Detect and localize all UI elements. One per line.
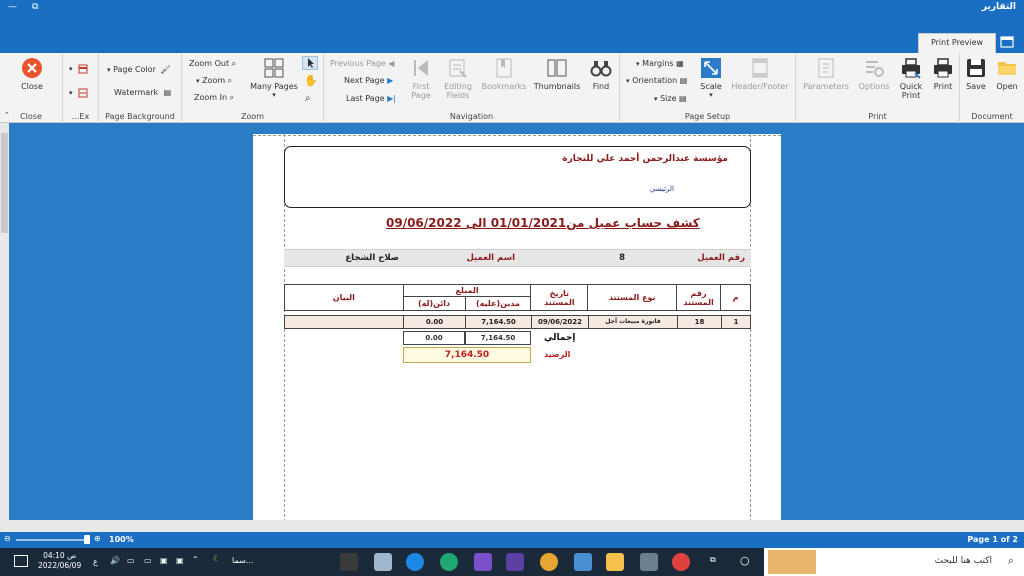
many-pages-label: Many Pages xyxy=(250,82,298,91)
group-label-close: Close xyxy=(20,112,42,121)
header-doc-type: نوع المستند xyxy=(588,285,677,311)
clock-date: 2022/06/09 xyxy=(38,561,82,570)
pointer-tool-icon[interactable] xyxy=(302,56,318,70)
language-indicator[interactable]: ع xyxy=(93,557,98,566)
tray-app-icon[interactable]: ▣ xyxy=(176,556,184,565)
editing-fields-button[interactable] xyxy=(438,57,478,100)
group-label-print: Print xyxy=(868,112,887,121)
customer-info-band xyxy=(284,249,751,267)
zoom-in-button[interactable] xyxy=(194,92,234,104)
volume-icon[interactable]: 🔊 xyxy=(110,556,120,565)
first-page-icon xyxy=(410,57,432,79)
next-page-label: Next Page xyxy=(344,76,385,85)
parameters-button[interactable] xyxy=(802,57,850,91)
chevron-down-icon: ▾ xyxy=(709,91,713,99)
print-button[interactable] xyxy=(930,57,956,91)
taskbar-app-reports[interactable] xyxy=(340,553,358,571)
orientation-label: Orientation xyxy=(632,76,678,85)
group-label-page-setup: Page Setup xyxy=(684,112,731,121)
page-indicator: Page 1 of 2 xyxy=(967,535,1018,544)
send-button[interactable] xyxy=(69,87,88,99)
watermark-label: Watermark xyxy=(114,88,159,97)
chevron-up-icon[interactable]: ⌃ xyxy=(192,555,199,564)
task-view-icon[interactable]: ⧉ xyxy=(710,555,716,564)
group-label-page-background: Page Background xyxy=(105,112,175,121)
zoom-in-small-icon[interactable]: ⊕ xyxy=(94,534,101,543)
scale-button[interactable] xyxy=(698,57,724,100)
chevron-down-icon: ▾ xyxy=(636,60,640,68)
table-row xyxy=(284,315,751,329)
total-label: إجمالي xyxy=(544,333,576,343)
options-icon xyxy=(863,57,885,79)
parameters-icon xyxy=(815,57,837,79)
cell-credit: 0.00 xyxy=(404,316,466,328)
weather-text[interactable]: سما... xyxy=(232,556,254,565)
ribbon-collapse-icon[interactable] xyxy=(1000,36,1016,50)
taskbar-app-visual-studio[interactable] xyxy=(474,553,492,571)
search-input[interactable]: اكتب هنا للبحث xyxy=(934,556,992,566)
zoom-in-icon: ⌕ xyxy=(229,93,235,102)
find-label: Find xyxy=(592,82,610,91)
taskbar-app-edge[interactable] xyxy=(440,553,458,571)
zoom-out-button[interactable] xyxy=(189,58,236,70)
options-button[interactable] xyxy=(856,57,892,91)
find-button[interactable] xyxy=(588,57,614,91)
window-title: التقارير xyxy=(981,2,1016,12)
size-icon: ▤ xyxy=(679,94,687,103)
export-icon xyxy=(78,64,88,74)
save-icon xyxy=(965,57,987,79)
export-button[interactable] xyxy=(69,63,88,75)
ribbon xyxy=(0,53,1024,123)
previous-page-button[interactable] xyxy=(330,58,394,70)
group-page-background xyxy=(99,53,182,123)
header-amount: المبلغ xyxy=(403,285,531,297)
chevron-down-icon: ▾ xyxy=(626,77,630,85)
minimize-button[interactable]: — xyxy=(8,2,17,12)
search-highlight-image xyxy=(768,550,816,574)
many-pages-icon xyxy=(263,57,285,79)
margins-button[interactable] xyxy=(636,58,684,70)
previous-page-icon: ◀ xyxy=(388,59,395,68)
editing-fields-label-2: Fields xyxy=(446,91,470,100)
zoom-in-label: Zoom In xyxy=(194,93,228,102)
previous-page-label: Previous Page xyxy=(330,59,386,68)
restore-button[interactable]: ⧉ xyxy=(32,2,39,12)
zoom-out-small-icon[interactable]: ⊖ xyxy=(4,534,11,543)
close-icon xyxy=(21,57,43,79)
size-button[interactable] xyxy=(654,93,687,105)
title-bar xyxy=(0,0,1024,17)
chevron-down-icon: ▾ xyxy=(654,95,658,103)
clock[interactable] xyxy=(38,551,81,571)
chevron-down-icon: ▾ xyxy=(196,77,200,85)
cell-doc-no: 18 xyxy=(678,316,722,328)
bookmarks-label: Bookmarks xyxy=(481,82,527,91)
notification-icon[interactable] xyxy=(14,555,28,567)
bookmarks-icon xyxy=(493,57,515,79)
vertical-scrollbar[interactable] xyxy=(0,123,9,532)
group-label-navigation: Navigation xyxy=(449,112,494,121)
total-credit: 0.00 xyxy=(403,331,465,345)
next-page-icon: ▶ xyxy=(387,76,394,85)
send-icon xyxy=(78,88,88,98)
group-label-zoom: Zoom xyxy=(240,112,265,121)
group-label-ex: ...Ex xyxy=(71,112,90,121)
cell-debit: 7,164.50 xyxy=(466,316,532,328)
taskbar-app-pdf[interactable] xyxy=(672,553,690,571)
zoom-button[interactable] xyxy=(196,75,232,87)
taskbar-search-box[interactable] xyxy=(764,548,1024,576)
group-page-setup xyxy=(620,53,796,123)
thumbnails-label: Thumbnails xyxy=(533,82,581,91)
company-header-box xyxy=(284,146,751,208)
group-navigation xyxy=(324,53,620,123)
group-print xyxy=(796,53,960,123)
quick-print-label-2: Print xyxy=(901,91,921,100)
margins-icon: ▦ xyxy=(676,59,684,68)
group-document xyxy=(960,53,1024,123)
zoom-out-label: Zoom Out xyxy=(189,59,230,68)
header-doc-no: رقم المستند xyxy=(677,285,721,311)
customer-no-label: رقم العميل xyxy=(697,253,745,263)
header-credit: دائن(له) xyxy=(403,297,465,311)
group-zoom xyxy=(182,53,324,123)
editing-fields-icon xyxy=(447,57,469,79)
taskbar-app-chrome[interactable] xyxy=(540,553,558,571)
next-page-button[interactable] xyxy=(344,75,393,87)
page-color-label: Page Color xyxy=(113,65,156,74)
customer-name-value: صلاح الشجاع xyxy=(345,253,399,263)
watermark-icon: ▤ xyxy=(163,88,172,97)
watermark-button[interactable] xyxy=(114,87,171,99)
first-page-label-2: Page xyxy=(411,91,431,100)
zoom-out-icon: ⌕ xyxy=(231,59,237,68)
binoculars-icon xyxy=(590,57,612,79)
chevron-down-icon: ▾ xyxy=(107,66,111,74)
balance-label: الرصيد xyxy=(544,350,571,359)
last-page-icon: ▶| xyxy=(387,94,396,103)
clock-time: 04:10 ص xyxy=(43,551,77,560)
display-icon[interactable]: ▣ xyxy=(160,556,168,565)
cell-index: 1 xyxy=(733,318,739,326)
save-button[interactable] xyxy=(964,57,988,91)
many-pages-button[interactable] xyxy=(248,57,300,100)
status-bar xyxy=(0,532,1024,548)
zoom-label: Zoom xyxy=(202,76,226,85)
ribbon-collapse-chevron-icon[interactable]: ⌃ xyxy=(4,111,10,119)
printer-icon xyxy=(932,57,954,79)
taskbar-app-teamviewer[interactable] xyxy=(406,553,424,571)
bookmarks-button[interactable] xyxy=(480,57,528,91)
folder-icon xyxy=(996,57,1018,79)
open-label: Open xyxy=(996,82,1018,91)
zoom-icon: ⌕ xyxy=(227,76,233,85)
size-label: Size xyxy=(660,94,677,103)
orientation-icon: ▤ xyxy=(679,76,688,85)
header-statement: البيان xyxy=(285,285,404,311)
tab-strip xyxy=(0,17,1024,53)
margins-label: Margins xyxy=(642,59,674,68)
horizontal-scrollbar[interactable] xyxy=(0,520,1024,532)
orientation-button[interactable] xyxy=(626,75,687,87)
page-color-button[interactable] xyxy=(107,64,171,76)
zoom-percent: 100% xyxy=(109,535,134,544)
quick-print-icon xyxy=(900,57,922,79)
parameters-label: Parameters xyxy=(803,82,849,91)
taskbar-app-mail[interactable] xyxy=(574,553,592,571)
taskbar-app-explorer[interactable] xyxy=(606,553,624,571)
company-name: مؤسسة عبدالرحمن أحمد علي للتجارة xyxy=(562,154,728,164)
taskbar-app-tools[interactable] xyxy=(640,553,658,571)
search-icon: ⌕ xyxy=(1007,554,1014,567)
scale-icon xyxy=(700,57,722,79)
header-index: م xyxy=(721,285,751,311)
quick-print-label-1: Quick xyxy=(899,82,923,91)
cell-doc-date: 09/06/2022 xyxy=(532,316,589,328)
close-button[interactable] xyxy=(16,57,48,91)
customer-no-value: 8 xyxy=(619,253,625,263)
close-label: Close xyxy=(21,82,43,91)
magnifier-tool-icon[interactable]: ⌕ xyxy=(305,93,311,104)
first-page-button[interactable] xyxy=(406,57,436,100)
battery-icon[interactable]: ▭ xyxy=(144,556,152,565)
hand-tool-icon[interactable]: ✋ xyxy=(304,74,318,87)
taskbar-app-visual-studio-2[interactable] xyxy=(506,553,524,571)
header-footer-icon xyxy=(749,57,771,79)
taskbar xyxy=(0,548,1024,576)
cortana-icon[interactable]: ○ xyxy=(740,554,750,567)
report-page xyxy=(253,134,781,522)
balance-value: 7,164.50 xyxy=(403,347,531,363)
chevron-down-icon: ▾ xyxy=(69,89,73,97)
header-footer-button[interactable] xyxy=(728,57,792,91)
options-label: Options xyxy=(858,82,890,91)
statement-table-header xyxy=(284,284,751,311)
scrollbar-thumb[interactable] xyxy=(1,133,8,233)
margin-line-top xyxy=(253,135,781,136)
group-label-document: Document xyxy=(971,112,1013,121)
weather-icon[interactable]: ☾ xyxy=(213,554,221,563)
save-label: Save xyxy=(966,82,986,91)
chevron-down-icon: ▾ xyxy=(272,91,276,99)
total-debit: 7,164.50 xyxy=(465,331,531,345)
thumbnails-button[interactable] xyxy=(532,57,582,91)
zoom-slider-track[interactable] xyxy=(16,539,86,541)
network-icon[interactable]: ▭ xyxy=(127,556,135,565)
branch-name: الرئيسي xyxy=(649,185,674,193)
chevron-down-icon: ▾ xyxy=(69,65,73,73)
taskbar-app-calculator[interactable] xyxy=(374,553,392,571)
last-page-label: Last Page xyxy=(346,94,385,103)
print-label: Print xyxy=(933,82,953,91)
first-page-label-1: First xyxy=(412,82,430,91)
report-title: كشف حساب عميل من01/01/2021 الى 09/06/2022 xyxy=(386,216,700,230)
header-doc-date: تاريخ المستند xyxy=(531,285,588,311)
quick-print-button[interactable] xyxy=(898,57,924,100)
cell-statement xyxy=(285,316,404,328)
group-ex xyxy=(63,53,99,123)
header-debit: مدين(عليه) xyxy=(465,297,531,311)
customer-name-label: اسم العميل xyxy=(466,253,515,263)
tab-print-preview[interactable]: Print Preview xyxy=(918,33,996,53)
header-footer-label: Header/Footer xyxy=(731,82,789,91)
open-button[interactable] xyxy=(994,57,1020,91)
scale-label: Scale xyxy=(700,82,722,91)
editing-fields-label-1: Editing xyxy=(444,82,472,91)
cell-doc-type: فاتورة مبيعات آجل xyxy=(589,316,678,328)
last-page-button[interactable] xyxy=(346,93,396,105)
thumbnails-icon xyxy=(546,57,568,79)
page-color-icon: 🖌 xyxy=(160,65,171,74)
zoom-slider-thumb[interactable] xyxy=(84,535,90,544)
